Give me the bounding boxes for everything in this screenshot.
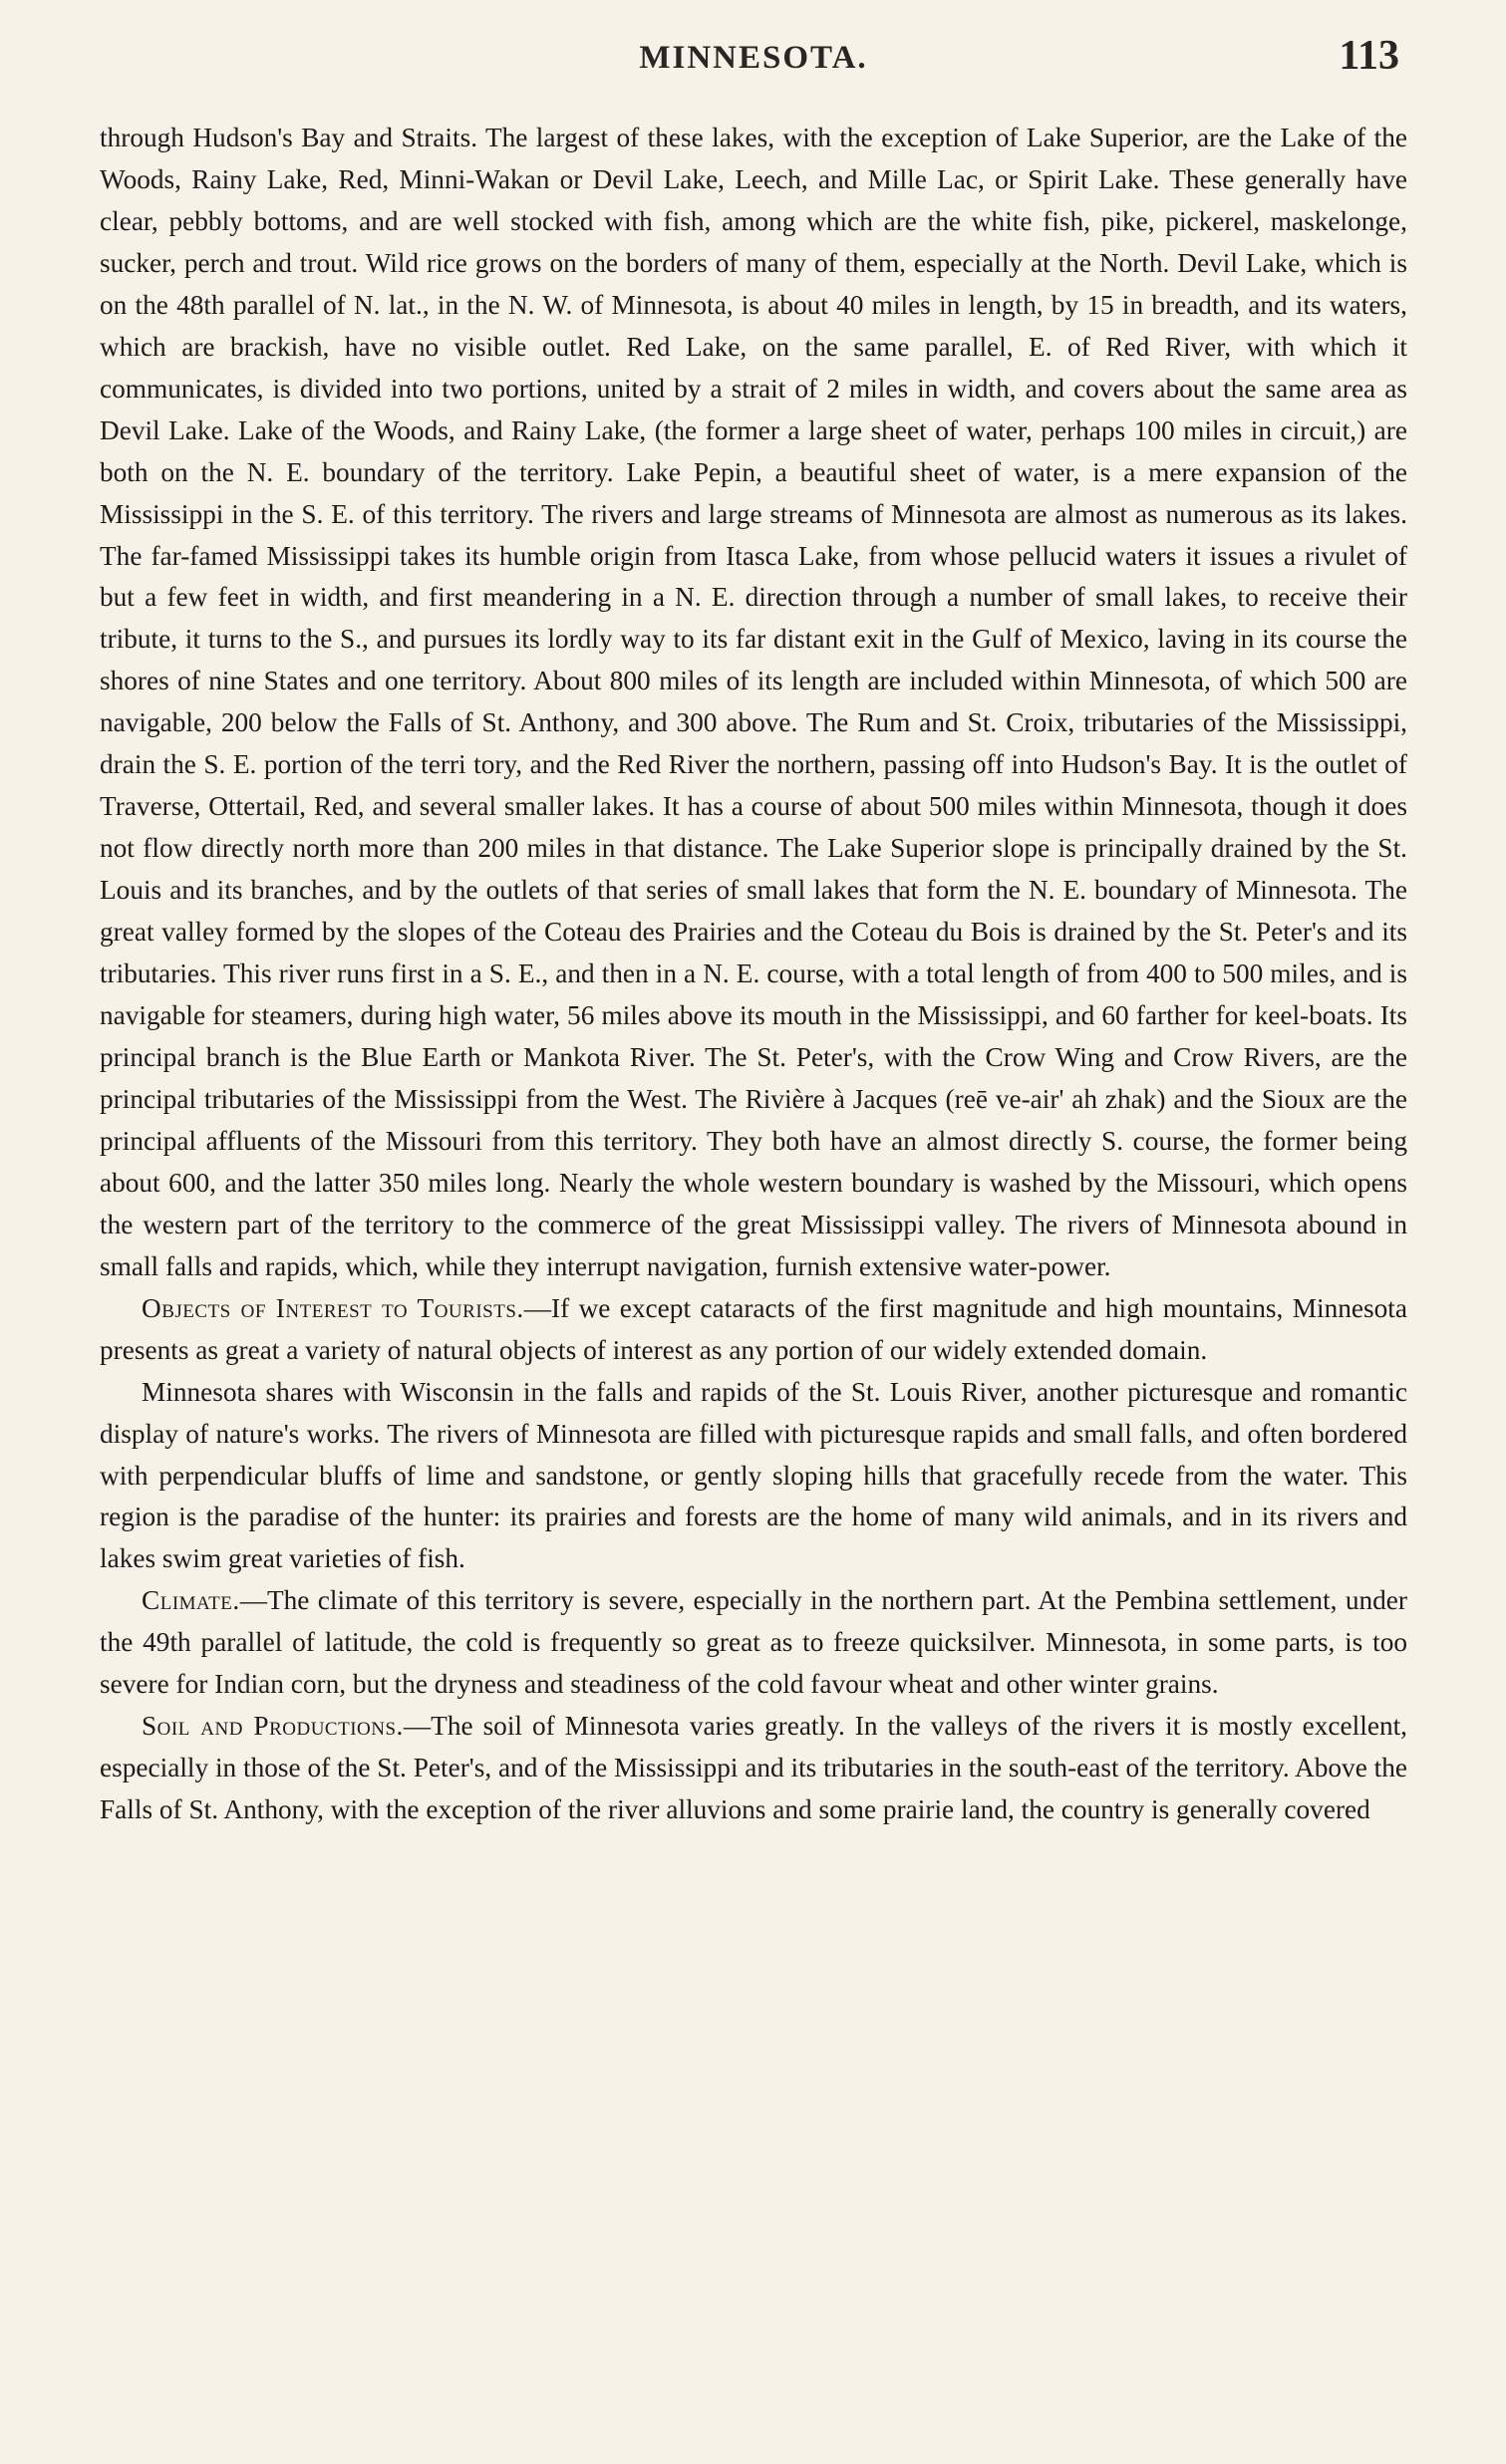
paragraph-text: —If we except cataracts of the first magnitude and high mountains, Minnesota presents as great a variety of natural objects of interest as any portion of our widely extended domain.: [100, 1292, 1407, 1365]
running-head: MINNESOTA.: [639, 40, 868, 76]
body-text: [100, 118, 1407, 1831]
paragraph-text: through Hudson's Bay and Straits. The largest of these lakes, with the exception of Lake Superior, are the Lake of the Woods, Rainy Lake, Red, Minni-Wakan or Devil Lake, Leech, and Mille Lac, or Spirit Lake. These generally have clear, pebbly bottoms, and are well stocked with fish, among which are the white fish, pike, pickerel, maskelonge, sucker, perch and trout. Wild rice grows on the borders of many of them, especially at the North. Devil Lake, which is on the 48th parallel of N. lat., in the N. W. of Minnesota, is about 40 miles in length, by 15 in breadth, and its waters, which are brackish, have no visible outlet. Red Lake, on the same parallel, E. of Red River, with which it communicates, is divided into two portions, united by a strait of 2 miles in width, and covers about the same area as Devil Lake. Lake of the Woods, and Rainy Lake, (the former a large sheet of water, perhaps 100 miles in circuit,) are both on the N. E. boundary of the territory. Lake Pepin, a beautiful sheet of water, is a mere expansion of the Mississippi in the S. E. of this territory. The rivers and large streams of Minnesota are almost as numerous as its lakes. The far-famed Mississippi takes its humble origin from Itasca Lake, from whose pellucid waters it issues a rivulet of but a few feet in width, and first meandering in a N. E. direction through a number of small lakes, to receive their tribute, it turns to the S., and pursues its lordly way to its far distant exit in the Gulf of Mexico, laving in its course the shores of nine States and one territory. About 800 miles of its length are included within Minnesota, of which 500 are navigable, 200 below the Falls of St. Anthony, and 300 above. The Rum and St. Croix, tributaries of the Mississippi, drain the S. E. portion of the terri tory, and the Red River the northern, passing off into Hudson's Bay. It is the outlet of Traverse, Ottertail, Red, and several smaller lakes. It has a course of about 500 miles within Minnesota, though it does not flow directly north more than 200 miles in that distance. The Lake Superior slope is principally drained by the St. Louis and its branches, and by the outlets of that series of small lakes that form the N. E. boundary of Minnesota. The great valley formed by the slopes of the Coteau des Prairies and the Coteau du Bois is drained by the St. Peter's and its tributaries. This river runs first in a S. E., and then in a N. E. course, with a total length of from 400 to 500 miles, and is navigable for steamers, during high water, 56 miles above its mouth in the Mississippi, and 60 farther for keel-boats. Its principal branch is the Blue Earth or Mankota River. The St. Peter's, with the Crow Wing and Crow Rivers, are the principal tributaries of the Mississippi from the West. The Rivière à Jacques (reē ve-air' ah zhak) and the Sioux are the principal affluents of the Missouri from this territory. They both have an almost directly S. course, the former being about 600, and the latter 350 miles long. Nearly the whole western boundary is washed by the Missouri, which opens the western part of the territory to the commerce of the great Mississippi valley. The rivers of Minnesota abound in small falls and rapids, which, while they interrupt navigation, furnish extensive water-power.: [100, 123, 1407, 1281]
paragraph-text: —The soil of Minnesota varies greatly. In the valleys of the rivers it is mostly excellent, especially in those of the St. Peter's, and of the Mississippi and its tributaries in the south-east of the territory. Above the Falls of St. Anthony, with the exception of the river alluvions and some prairie land, the country is generally covered: [100, 1711, 1408, 1825]
paragraph-climate: [100, 1580, 1407, 1706]
paragraph-lakes-rivers: [100, 118, 1407, 1288]
paragraph-text: Minnesota shares with Wisconsin in the falls and rapids of the St. Louis River, another picturesque and romantic display of nature's works. The rivers of Minnesota are filled with picturesque rapids and small falls, and often bordered with perpendicular bluffs of lime and sandstone, or gently sloping hills that gracefully recede from the water. This region is the paradise of the hunter: its prairies and forests are the home of many wild animals, and in its rivers and lakes swim great varieties of fish.: [100, 1376, 1407, 1574]
paragraph-objects-of-interest: [100, 1288, 1407, 1372]
paragraph-falls-rapids: [100, 1372, 1407, 1581]
section-heading-objects-of-interest: Objects of Interest to Tourists.: [142, 1292, 524, 1323]
section-heading-soil-productions: Soil and Productions.: [142, 1711, 404, 1742]
section-heading-climate: Climate.: [142, 1585, 240, 1616]
page-number: 113: [1339, 33, 1399, 79]
page-header: [100, 32, 1407, 92]
paragraph-soil-productions: [100, 1706, 1407, 1831]
paragraph-text: —The climate of this territory is severe, especially in the northern part. At the Pembina settlement, under the 49th parallel of latitude, the cold is frequently so great as to freeze quicksilver. Minnesota, in some parts, is too severe for Indian corn, but the dryness and steadiness of the cold favour wheat and other winter grains.: [100, 1585, 1407, 1700]
